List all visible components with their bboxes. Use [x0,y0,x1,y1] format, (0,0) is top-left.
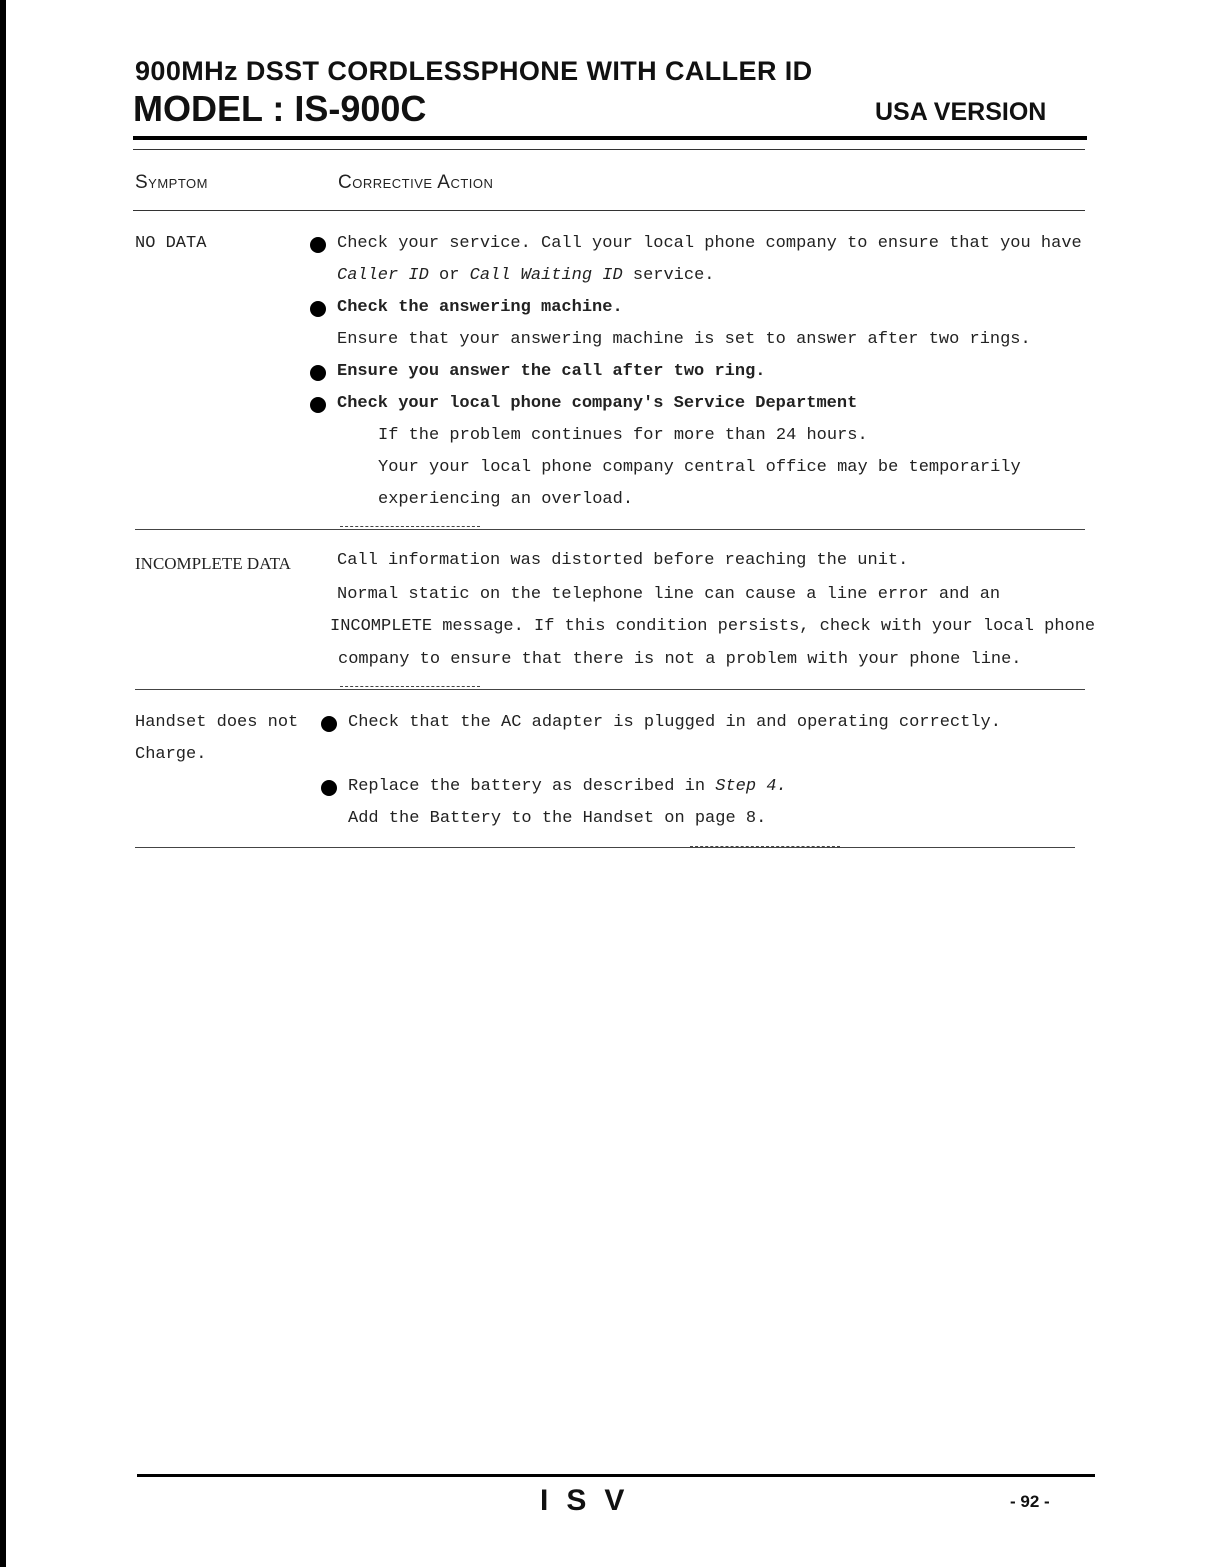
table-bottom-dash [690,846,840,847]
action-line-replace [348,777,787,796]
row-divider [135,529,1085,530]
col-action-header: Corrective Action [338,172,494,193]
bullet-icon [310,237,326,253]
replace-text: Replace the battery as described in [348,777,706,796]
symptom-handset-charge: Handset does not [135,713,299,732]
action-line: Your your local phone company central office may be temporarily [378,458,1021,477]
model-name: MODEL : IS-900C [133,88,427,129]
table-top-rule [133,149,1085,150]
bullet-icon [310,397,326,413]
bullet-icon [321,780,337,796]
footer-rule [137,1474,1095,1477]
header-rule [133,136,1087,140]
bullet-icon [310,301,326,317]
step-ref-text: Step 4. [715,777,787,796]
action-line: INCOMPLETE message. If this condition persists, check with your local phone [330,617,1096,636]
action-line: Normal static on the telephone line can cause a line error and an [337,585,1001,604]
action-line: Check your local phone company's Service Department [337,394,858,413]
action-line: Add the Battery to the Handset on page 8. [348,809,767,828]
symptom-incomplete-data: INCOMPLETE DATA [135,554,291,573]
col-symptom-header: Symptom [135,172,208,193]
row-divider [135,689,1085,690]
or-text: or [439,266,460,285]
symptom-handset-charge-2: Charge. [135,745,207,764]
row-divider-dash [340,686,480,687]
action-line: Ensure that your answering machine is set to answer after two rings. [337,330,1031,349]
page-edge-bar [0,0,6,1567]
call-waiting-id-text: Call Waiting ID [469,266,623,285]
table-bottom-rule [135,847,1075,848]
action-line: Check your service. Call your local phone company to ensure that you have [337,234,1082,253]
action-line: Check that the AC adapter is plugged in and operating correctly. [348,713,1001,732]
action-line: experiencing an overload. [378,490,634,509]
action-line: company to ensure that there is not a problem with your phone line. [338,650,1022,669]
action-line: Check the answering machine. [337,298,623,317]
bullet-icon [310,365,326,381]
action-line: If the problem continues for more than 24 hours. [378,426,868,445]
action-line: Call information was distorted before reaching the unit. [337,551,909,570]
service-text: service. [632,266,715,285]
version-label: USA VERSION [875,98,1047,126]
symptom-no-data: NO DATA [135,234,207,253]
row-divider-dash [340,526,480,527]
footer-brand: ISV [540,1484,643,1517]
action-line-service [337,266,715,285]
bullet-icon [321,716,337,732]
table-header-rule [133,210,1085,211]
product-title: 900MHz DSST CORDLESSPHONE WITH CALLER ID [135,56,813,86]
caller-id-text: Caller ID [337,266,429,285]
action-line: Ensure you answer the call after two ring. [337,362,766,381]
page-number: - 92 - [1010,1492,1050,1511]
